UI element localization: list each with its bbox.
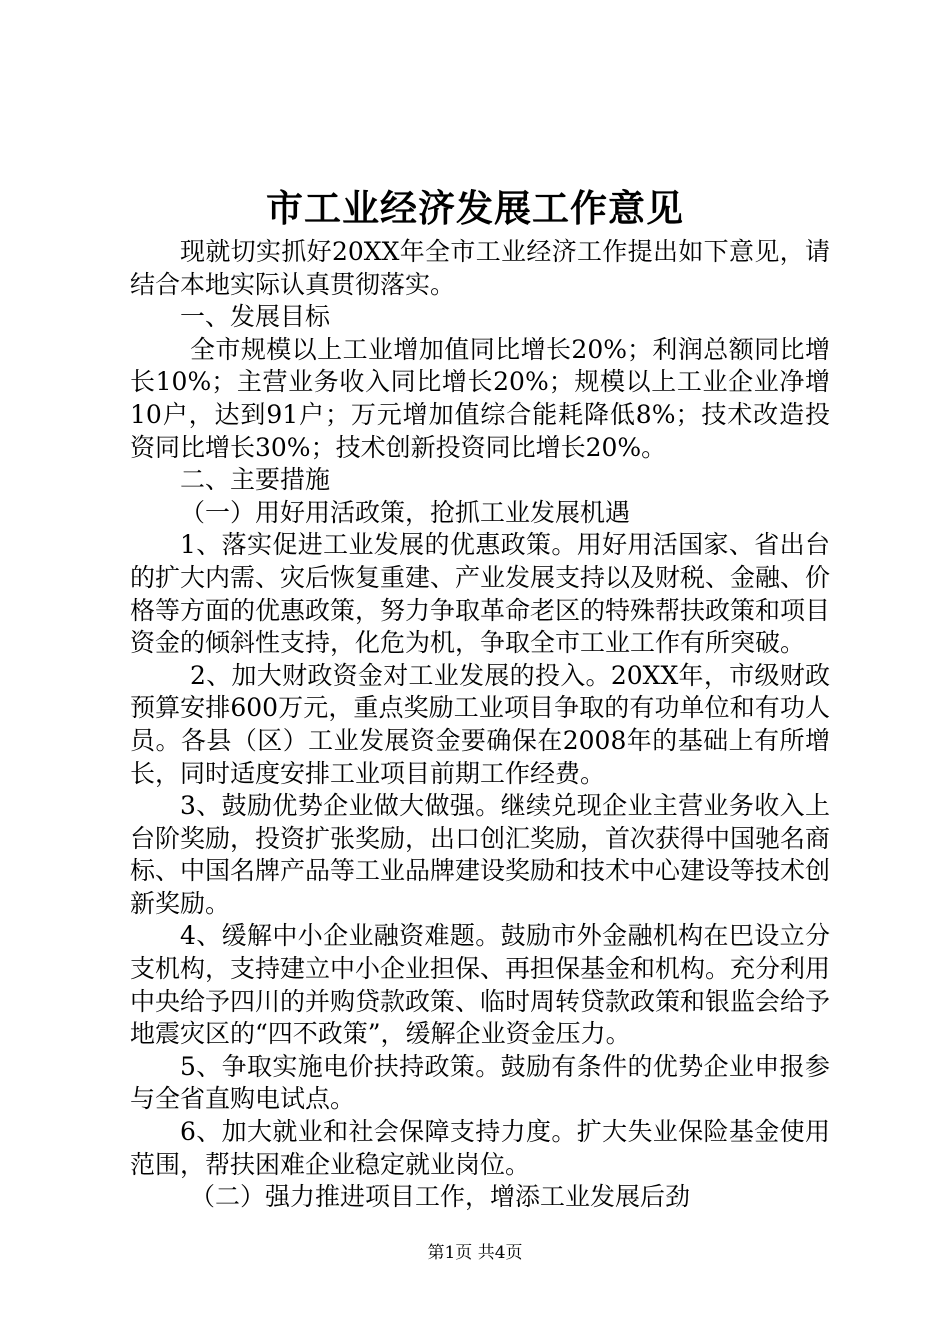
measure-paragraph-6: 6、加大就业和社会保障支持力度。扩大失业保险基金使用范围，帮扶困难企业稳定就业岗位。: [130, 1117, 830, 1179]
document-title: 市工业经济发展工作意见: [266, 186, 684, 230]
measure-paragraph-2: 2、加大财政资金对工业发展的投入。20XX年，市级财政预算安排600万元，重点奖励工业项目争取的有功单位和有功人员。各县（区）工业发展资金要确保在2008年的基础上有所增长，同时适度安排工业项目前期工作经费。: [130, 660, 830, 788]
intro-paragraph: 现就切实抓好20XX年全市工业经济工作提出如下意见，请结合本地实际认真贯彻落实。: [130, 237, 830, 299]
measure-paragraph-1: 1、落实促进工业发展的优惠政策。用好用活国家、省出台的扩大内需、灾后恢复重建、产业发展支持以及财税、金融、价格等方面的优惠政策，努力争取革命老区的特殊帮扶政策和项目资金的倾斜性支持，化危为机，争取全市工业工作有所突破。: [130, 530, 831, 658]
measure-paragraph-3: 3、鼓励优势企业做大做强。继续兑现企业主营业务收入上台阶奖励，投资扩张奖励，出口创汇奖励，首次获得中国驰名商标、中国名牌产品等工业品牌建设奖励和技术中心建设等技术创新奖励。: [130, 791, 831, 918]
section-heading-goals: 一、发展目标: [180, 302, 331, 332]
goals-paragraph: 全市规模以上工业增加值同比增长20%；利润总额同比增长10%；主营业务收入同比增长20%；规模以上工业企业净增10户，达到91户；万元增加值综合能耗降低8%；技术改造投资同比增长30%；技术创新投资同比增长20%。: [130, 334, 830, 462]
section-heading-measures: 二、主要措施: [180, 465, 331, 495]
measure-paragraph-5: 5、争取实施电价扶持政策。鼓励有条件的优势企业申报参与全省直购电试点。: [130, 1051, 830, 1114]
subsection-heading-policy: （一）用好用活政策，抢抓工业发展机遇: [180, 497, 631, 527]
measure-paragraph-4: 4、缓解中小企业融资难题。鼓励市外金融机构在巴设立分支机构，支持建立中小企业担保、再担保基金和机构。充分利用中央给予四川的并购贷款政策、临时周转贷款政策和银监会给予地震灾区的“四不政策”，缓解企业资金压力。: [130, 921, 831, 1049]
page-number-footer: 第1页 共4页: [427, 1243, 523, 1263]
subsection-heading-projects: （二）强力推进项目工作，增添工业发展后劲: [190, 1182, 691, 1212]
document-body: [130, 236, 830, 1214]
